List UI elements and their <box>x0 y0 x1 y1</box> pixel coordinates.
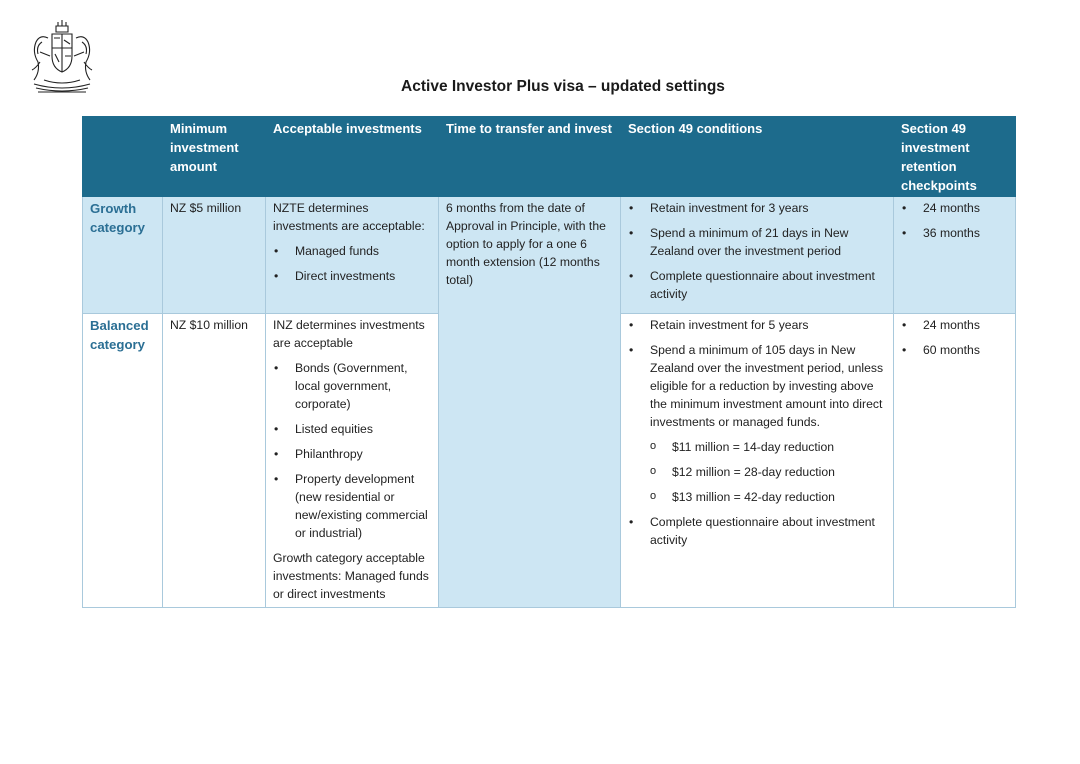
category-cell: Growth category <box>83 197 163 314</box>
acceptable-intro: NZTE determines investments are acceptable: <box>273 201 425 233</box>
checkpoints-cell <box>894 197 1016 314</box>
list-item: • Managed funds <box>273 242 431 260</box>
reduction-item: o $13 million = 42-day reduction <box>650 488 886 506</box>
acceptable-investments-cell <box>266 197 439 314</box>
header-category <box>83 117 163 197</box>
conditions-cell <box>621 314 894 608</box>
list-item <box>628 341 886 506</box>
list-item: • Retain investment for 3 years <box>628 199 886 217</box>
acceptable-intro: INZ determines investments are acceptable <box>273 318 425 350</box>
list-item: • Property development (new residential or new/existing commercial or industrial) <box>273 470 431 542</box>
table-header-row <box>83 117 1016 197</box>
list-item: • Listed equities <box>273 420 431 438</box>
list-item: • Direct investments <box>273 267 431 285</box>
list-item: • 24 months <box>901 316 1008 334</box>
transfer-time-cell: 6 months from the date of Approval in Principle, with the option to apply for a one 6 month extension (12 months total) <box>439 197 621 608</box>
list-item: • Bonds (Government, local government, corporate) <box>273 359 431 413</box>
list-item: • Complete questionnaire about investment activity <box>628 513 886 549</box>
header-time-to-transfer: Time to transfer and invest <box>439 117 621 197</box>
condition-text: Spend a minimum of 105 days in New Zealand over the investment period, unless eligible for a reduction by investing above the minimum investment amount into direct investments or managed funds. <box>650 343 884 429</box>
header-minimum-investment: Minimum investment amount <box>163 117 266 197</box>
reduction-item: o $12 million = 28-day reduction <box>650 463 886 481</box>
list-item: • 60 months <box>901 341 1008 359</box>
list-item: • Retain investment for 5 years <box>628 316 886 334</box>
list-item: • 24 months <box>901 199 1008 217</box>
category-cell: Balanced category <box>83 314 163 608</box>
header-retention-checkpoints: Section 49 investment retention checkpoints <box>894 117 1016 197</box>
minimum-amount-cell: NZ $10 million <box>163 314 266 608</box>
header-section-49-conditions: Section 49 conditions <box>621 117 894 197</box>
visa-settings-table <box>82 116 1016 608</box>
list-item: • 36 months <box>901 224 1008 242</box>
acceptable-outro: Growth category acceptable investments: Managed funds or direct investments <box>273 551 429 601</box>
document-title: Active Investor Plus visa – updated settings <box>401 78 725 95</box>
list-item: • Complete questionnaire about investment activity <box>628 267 886 303</box>
header-acceptable-investments: Acceptable investments <box>266 117 439 197</box>
reduction-item: o $11 million = 14-day reduction <box>650 438 886 456</box>
checkpoints-cell <box>894 314 1016 608</box>
conditions-cell <box>621 197 894 314</box>
table-row-growth <box>83 197 1016 314</box>
acceptable-investments-cell <box>266 314 439 608</box>
minimum-amount-cell: NZ $5 million <box>163 197 266 314</box>
list-item: • Philanthropy <box>273 445 431 463</box>
list-item: • Spend a minimum of 21 days in New Zealand over the investment period <box>628 224 886 260</box>
